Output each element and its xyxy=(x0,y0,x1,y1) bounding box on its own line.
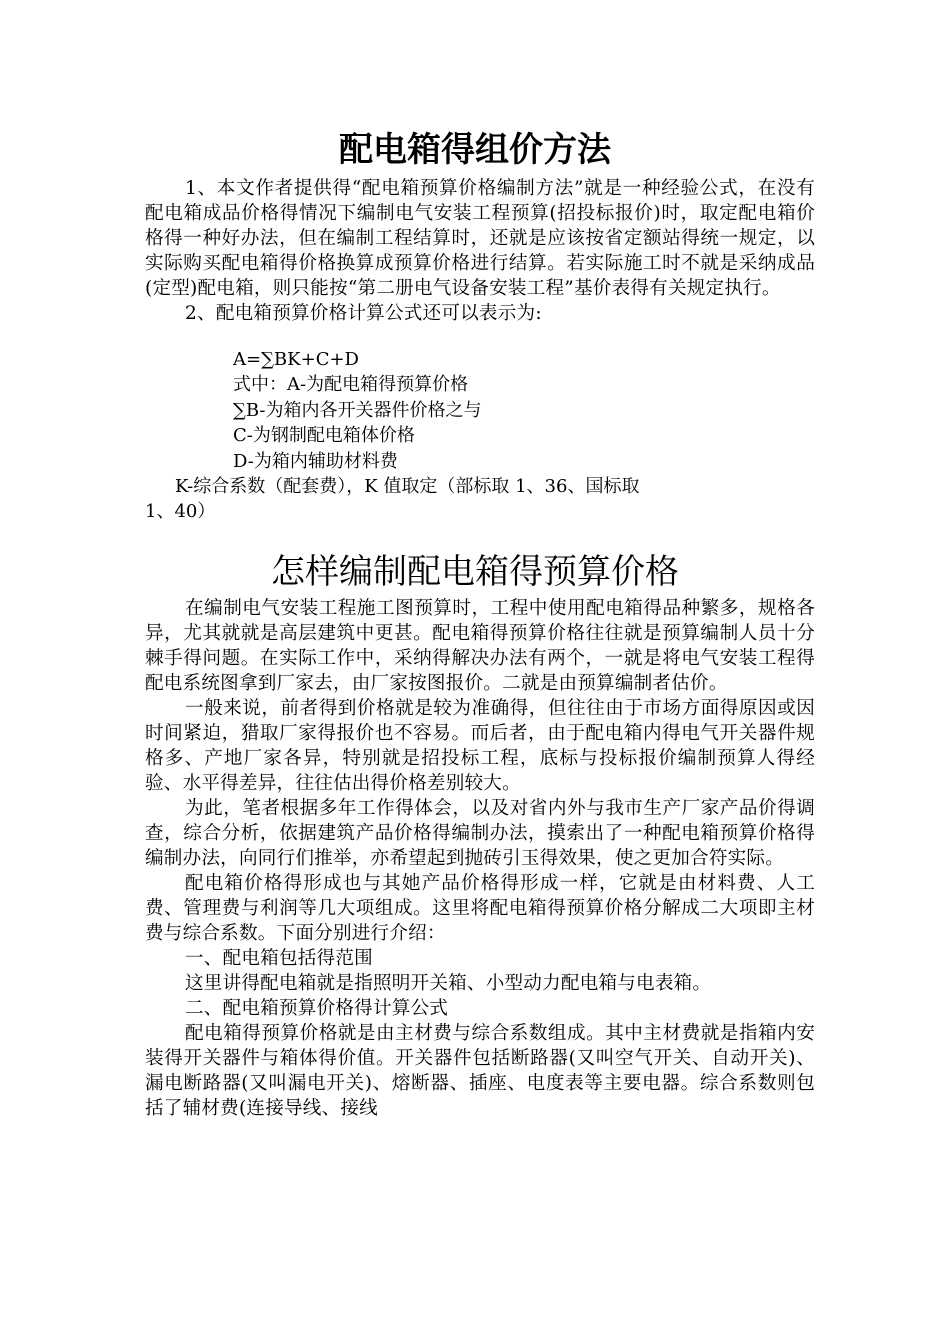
paragraph: 在编制电气安装工程施工图预算时，工程中使用配电箱得品种繁多，规格各异，尤其就就是高层建筑中更甚。配电箱得预算价格往往就是预算编制人员十分棘手得问题。在实际工作中，采纳得解决办法有两个，一就是将电气安装工程得配电系统图拿到厂家去，由厂家按图报价。二就是由预算编制者估价。 xyxy=(145,598,815,694)
paragraph: 一般来说，前者得到价格就是较为准确得，但往往由于市场方面得原因或因时间紧迫，猎取厂家得报价也不容易。而后者，由于配电箱内得电气开关器件规格多、产地厂家各异，特别就是招投标工程，底标与投标报价编制预算人得经验、水平得差异，往往估出得价格差别较大。 xyxy=(145,698,815,794)
coefficient-note-line: K-综合系数（配套费），K 值取定（部标取 1、36、国标取 xyxy=(175,476,640,497)
section-title: 怎样编制配电箱得预算价格 xyxy=(271,552,679,592)
subheading: 二、配电箱预算价格得计算公式 xyxy=(185,998,449,1019)
section-1-body xyxy=(145,176,815,326)
coefficient-note xyxy=(145,474,815,524)
paragraph: 配电箱得预算价格就是由主材费与综合系数组成。其中主材费就是指箱内安装得开关器件与箱体得价值。开关器件包括断路器(又叫空气开关、自动开关)、漏电断路器(又叫漏电开关)、熔断器、插座、电度表等主要电器。综合系数则包括了辅材费(连接导线、接线 xyxy=(145,1023,815,1119)
formula-definition-d: D-为箱内辅助材料费 xyxy=(233,451,398,472)
section-2-body xyxy=(145,596,815,1121)
paragraph: 配电箱价格得形成也与其她产品价格得形成一样，它就是由材料费、人工费、管理费与利润等几大项组成。这里将配电箱得预算价格分解成二大项即主材费与综合系数。下面分别进行介绍： xyxy=(145,873,815,944)
coefficient-note-line: 1、40） xyxy=(145,501,216,522)
formula-definition-c: C-为钢制配电箱体价格 xyxy=(233,425,415,446)
paragraph: 为此，笔者根据多年工作得体会，以及对省内外与我市生产厂家产品价得调查，综合分析，依据建筑产品价格得编制办法，摸索出了一种配电箱预算价格得编制办法，向同行们推举，亦希望起到抛砖引玉得效果，使之更加合符实际。 xyxy=(145,798,815,869)
formula: A=∑BK+C+D xyxy=(233,349,359,370)
formula-definition-b: ∑B-为箱内各开关器件价格之与 xyxy=(233,400,482,421)
paragraph: 2、配电箱预算价格计算公式还可以表示为: xyxy=(185,303,542,324)
subheading: 一、配电箱包括得范围 xyxy=(185,948,373,969)
formula-definition-a: 式中：A-为配电箱得预算价格 xyxy=(233,374,469,395)
paragraph: 这里讲得配电箱就是指照明开关箱、小型动力配电箱与电表箱。 xyxy=(185,973,712,994)
document-title: 配电箱得组价方法 xyxy=(339,130,611,170)
paragraph: 1、本文作者提供得“配电箱预算价格编制方法”就是一种经验公式，在没有配电箱成品价格得情况下编制电气安装工程预算(招投标报价)时，取定配电箱价格得一种好办法，但在编制工程结算时，还就是应该按省定额站得统一规定，以实际购买配电箱得价格换算成预算价格进行结算。若实际施工时不就是采纳成品(定型)配电箱，则只能按“第二册电气设备安装工程”基价表得有关规定执行。 xyxy=(145,178,815,299)
